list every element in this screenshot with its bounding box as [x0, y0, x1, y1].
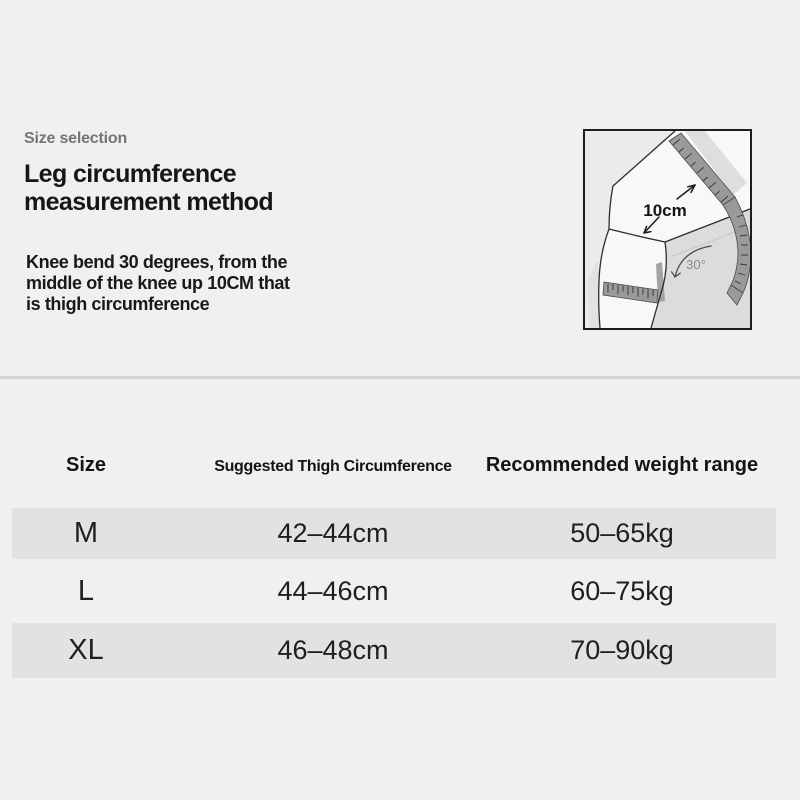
table-row-l: [12, 559, 776, 623]
instruction-line-3: is thigh circumference: [26, 294, 210, 314]
column-header-size: Size: [65, 454, 107, 476]
size-cell: M: [73, 517, 99, 549]
tape-length-label: 10cm: [643, 201, 687, 220]
measurement-instructions: [26, 252, 290, 315]
weight-cell: 70–90kg: [570, 635, 674, 665]
table-row-xl: [12, 623, 776, 678]
title-line-1: Leg circumference: [24, 160, 237, 188]
table-row-m: [12, 508, 776, 559]
knee-diagram-svg: [585, 131, 750, 328]
circumference-cell: 42–44cm: [277, 518, 389, 548]
weight-cell: 50–65kg: [570, 518, 674, 548]
instruction-line-2: middle of the knee up 10CM that: [26, 273, 290, 293]
section-eyebrow: Size selection: [24, 130, 128, 147]
circumference-cell: 44–46cm: [277, 575, 389, 606]
bend-angle-label: 30°: [686, 257, 706, 272]
size-cell: L: [77, 574, 95, 607]
section-divider: [0, 376, 800, 379]
knee-measurement-illustration: [583, 129, 752, 330]
size-cell: XL: [68, 634, 104, 666]
page-title: [24, 160, 273, 216]
instruction-line-1: Knee bend 30 degrees, from the: [26, 252, 288, 272]
title-line-2: measurement method: [24, 188, 273, 216]
circumference-cell: 46–48cm: [277, 635, 389, 665]
column-header-weight: Recommended weight range: [485, 454, 759, 476]
column-header-circumference: Suggested Thigh Circumference: [214, 458, 452, 475]
weight-cell: 60–75kg: [570, 575, 674, 606]
